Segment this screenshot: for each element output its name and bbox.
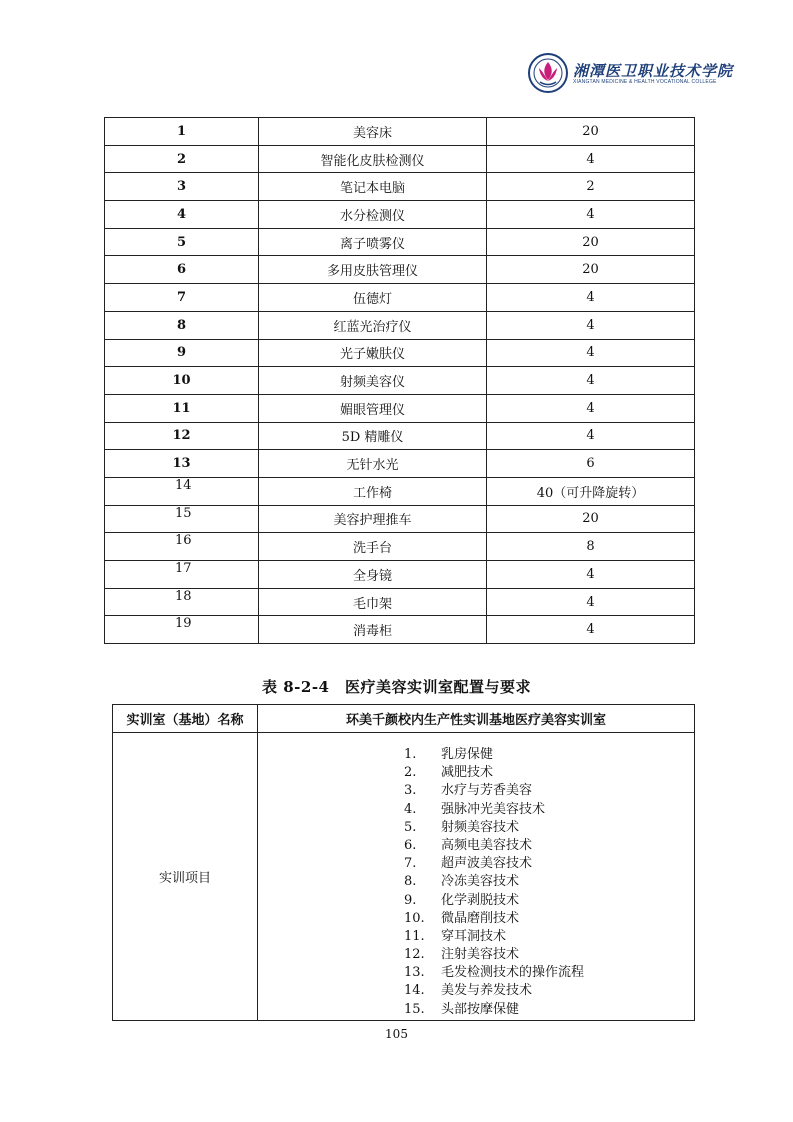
table-row xyxy=(105,339,695,367)
row-name: 多用皮肤管理仪 xyxy=(259,256,487,284)
list-item xyxy=(258,910,694,928)
lab-name-value: 环美千颜校内生产性实训基地医疗美容实训室 xyxy=(258,705,695,733)
list-item xyxy=(258,946,694,964)
row-qty: 4 xyxy=(487,145,695,173)
table-row xyxy=(105,201,695,229)
projects-cell xyxy=(258,733,695,1021)
list-item-number: 8. xyxy=(404,874,417,890)
table-row xyxy=(105,588,695,616)
page-number: 105 xyxy=(385,1027,408,1041)
list-item-number: 9. xyxy=(404,892,417,908)
row-qty: 4 xyxy=(487,588,695,616)
list-item-text: 美发与养发技术 xyxy=(441,983,533,999)
list-item xyxy=(258,964,694,982)
row-no: 2 xyxy=(105,145,259,173)
row-no: 12 xyxy=(105,422,259,450)
list-item-text: 化学剥脱技术 xyxy=(441,892,520,908)
list-item-number: 2. xyxy=(404,765,417,781)
list-item-text: 头部按摩保健 xyxy=(441,1001,520,1017)
row-no: 19 xyxy=(105,616,259,644)
college-name: 湘潭医卫职业技术学院 xyxy=(573,62,734,80)
list-item-text: 微晶磨削技术 xyxy=(441,910,520,926)
list-item xyxy=(258,892,694,910)
list-item xyxy=(258,855,694,873)
config-header-row xyxy=(113,705,695,733)
list-item-number: 10. xyxy=(404,910,425,926)
list-item xyxy=(258,928,694,946)
list-item xyxy=(258,819,694,837)
row-name: 美容床 xyxy=(259,118,487,146)
table-row xyxy=(105,533,695,561)
table-row xyxy=(105,422,695,450)
row-no: 18 xyxy=(105,588,259,616)
row-no: 3 xyxy=(105,173,259,201)
row-qty: 4 xyxy=(487,561,695,589)
row-no: 9 xyxy=(105,339,259,367)
projects-label: 实训项目 xyxy=(113,733,258,1021)
list-item xyxy=(258,837,694,855)
row-name: 无针水光 xyxy=(259,450,487,478)
row-no: 16 xyxy=(105,533,259,561)
row-qty: 4 xyxy=(487,339,695,367)
project-list xyxy=(258,733,694,1019)
row-qty: 8 xyxy=(487,533,695,561)
list-item-number: 5. xyxy=(404,819,417,835)
row-qty: 20 xyxy=(487,505,695,533)
table-row xyxy=(105,118,695,146)
row-no: 17 xyxy=(105,561,259,589)
table-row xyxy=(105,477,695,505)
row-no: 1 xyxy=(105,118,259,146)
list-item-text: 超声波美容技术 xyxy=(441,856,533,872)
equipment-table xyxy=(104,117,695,644)
table-row xyxy=(105,145,695,173)
college-english-name: XIANGTAN MEDICINE & HEALTH VOCATIONAL COLLEGE xyxy=(573,79,717,85)
list-item-text: 注射美容技术 xyxy=(441,947,520,963)
list-item-text: 高频电美容技术 xyxy=(441,837,533,853)
row-qty: 6 xyxy=(487,450,695,478)
list-item xyxy=(258,873,694,891)
list-item-number: 12. xyxy=(404,947,425,963)
row-qty: 20 xyxy=(487,256,695,284)
table-row xyxy=(105,616,695,644)
list-item-number: 15. xyxy=(404,1001,425,1017)
table-row xyxy=(105,284,695,312)
college-emblem-icon xyxy=(527,52,569,94)
table-row xyxy=(105,394,695,422)
row-no: 4 xyxy=(105,201,259,229)
row-name: 洗手台 xyxy=(259,533,487,561)
list-item-number: 1. xyxy=(404,747,417,762)
list-item xyxy=(258,801,694,819)
row-name: 美容护理推车 xyxy=(259,505,487,533)
list-item-number: 4. xyxy=(404,801,417,817)
row-name: 毛巾架 xyxy=(259,588,487,616)
row-name: 智能化皮肤检测仪 xyxy=(259,145,487,173)
row-qty: 4 xyxy=(487,616,695,644)
row-name: 5D 精雕仪 xyxy=(259,422,487,450)
row-no: 14 xyxy=(105,477,259,505)
list-item-text: 射频美容技术 xyxy=(441,819,520,835)
list-item-text: 冷冻美容技术 xyxy=(441,874,520,890)
row-qty: 4 xyxy=(487,201,695,229)
list-item-text: 减肥技术 xyxy=(441,765,494,781)
list-item xyxy=(258,746,694,764)
row-qty: 2 xyxy=(487,173,695,201)
row-name: 离子喷雾仪 xyxy=(259,228,487,256)
table-row xyxy=(105,367,695,395)
list-item-number: 14. xyxy=(404,983,425,999)
row-no: 8 xyxy=(105,311,259,339)
list-item-number: 7. xyxy=(404,856,417,872)
row-name: 工作椅 xyxy=(259,477,487,505)
list-item xyxy=(258,1001,694,1019)
row-name: 伍德灯 xyxy=(259,284,487,312)
list-item-text: 乳房保健 xyxy=(441,747,494,762)
row-no: 5 xyxy=(105,228,259,256)
list-item-number: 13. xyxy=(404,965,425,981)
table-row xyxy=(105,228,695,256)
table-row xyxy=(105,505,695,533)
row-qty: 4 xyxy=(487,284,695,312)
list-item-text: 穿耳洞技术 xyxy=(441,928,507,944)
table-row xyxy=(105,450,695,478)
list-item-number: 11. xyxy=(404,928,425,944)
list-item-number: 3. xyxy=(404,783,417,799)
list-item-text: 毛发检测技术的操作流程 xyxy=(441,965,585,981)
lab-name-label: 实训室（基地）名称 xyxy=(113,705,258,733)
row-no: 10 xyxy=(105,367,259,395)
row-name: 光子嫩肤仪 xyxy=(259,339,487,367)
row-qty: 40（可升降旋转） xyxy=(487,477,695,505)
row-name: 射频美容仪 xyxy=(259,367,487,395)
table-row xyxy=(105,256,695,284)
list-item-text: 强脉冲光美容技术 xyxy=(441,801,546,817)
row-no: 7 xyxy=(105,284,259,312)
list-item-number: 6. xyxy=(404,837,417,853)
lab-config-table xyxy=(112,704,695,1021)
row-name: 笔记本电脑 xyxy=(259,173,487,201)
row-qty: 4 xyxy=(487,367,695,395)
row-qty: 20 xyxy=(487,118,695,146)
table-row xyxy=(105,173,695,201)
list-item xyxy=(258,764,694,782)
row-no: 13 xyxy=(105,450,259,478)
list-item xyxy=(258,982,694,1000)
college-logo xyxy=(527,52,734,96)
row-name: 红蓝光治疗仪 xyxy=(259,311,487,339)
row-name: 水分检测仪 xyxy=(259,201,487,229)
row-qty: 4 xyxy=(487,394,695,422)
row-name: 全身镜 xyxy=(259,561,487,589)
row-qty: 20 xyxy=(487,228,695,256)
table-row xyxy=(105,311,695,339)
row-name: 消毒柜 xyxy=(259,616,487,644)
row-name: 媚眼管理仪 xyxy=(259,394,487,422)
row-no: 6 xyxy=(105,256,259,284)
row-qty: 4 xyxy=(487,422,695,450)
row-no: 11 xyxy=(105,394,259,422)
projects-row xyxy=(113,733,695,1021)
table-row xyxy=(105,561,695,589)
row-no: 15 xyxy=(105,505,259,533)
list-item xyxy=(258,782,694,800)
row-qty: 4 xyxy=(487,311,695,339)
list-item-text: 水疗与芳香美容 xyxy=(441,783,533,799)
table-caption: 表 8-2-4 医疗美容实训室配置与要求 xyxy=(262,678,531,696)
